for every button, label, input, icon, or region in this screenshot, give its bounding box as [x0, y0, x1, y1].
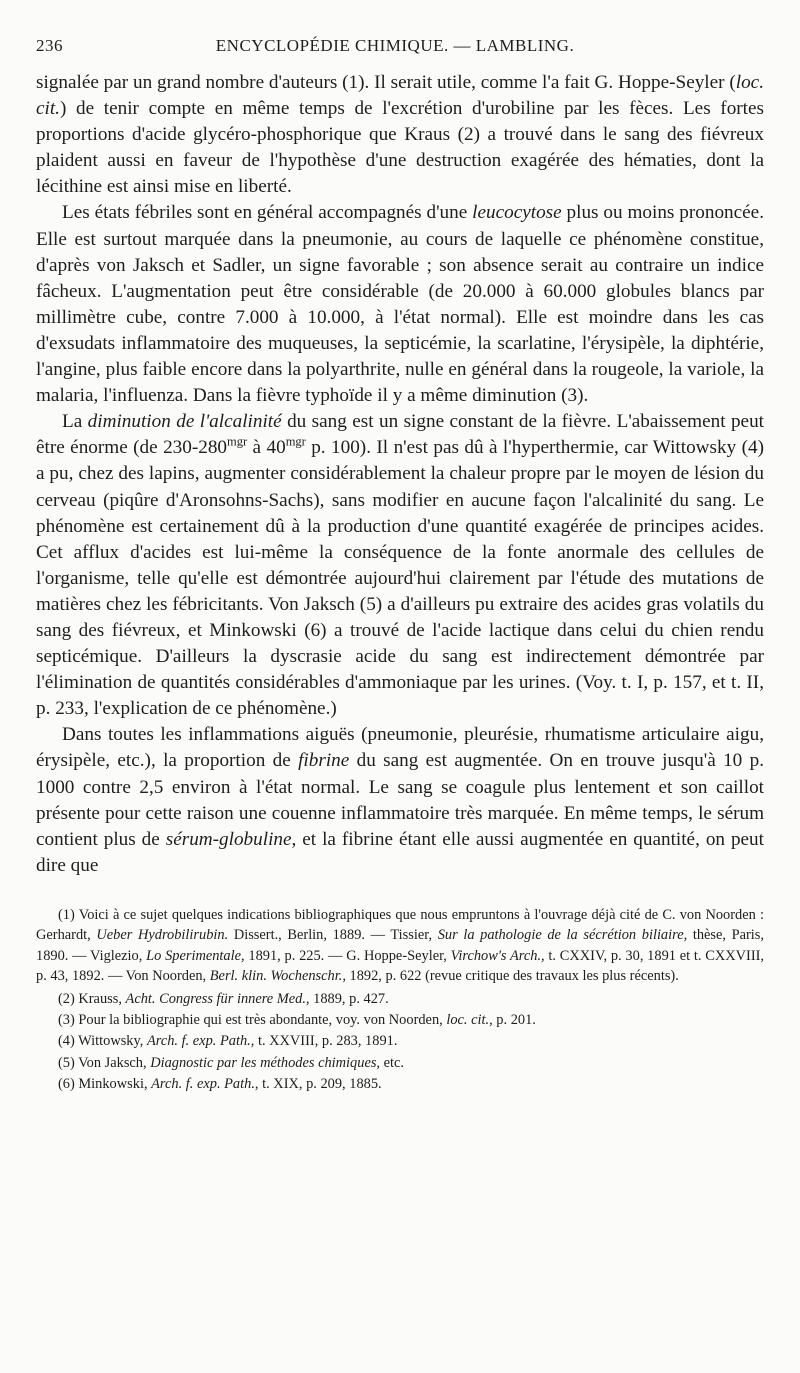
running-header [36, 36, 764, 62]
italic-text: Acht. Congress für innere Med., [125, 990, 310, 1007]
italic-text: Ueber Hydrobilirubin. [96, 927, 229, 944]
footnotes [36, 905, 764, 1095]
text-run: Dans toutes les inflammations aiguës (pneumonie, pleurésie, rhumatisme articulaire aigu, érysipèle, etc.), la proportion de [36, 724, 764, 772]
paragraph [36, 409, 764, 722]
text-run: thèse, Paris, 1890. — Viglezio, [36, 927, 764, 964]
text-run: (4) Wittowsky, [58, 1033, 147, 1050]
italic-text: Arch. f. exp. Path., [151, 1076, 259, 1093]
text-run: p. 100). Il n'est pas dû à l'hyperthermie, car Wittowsky (4) a pu, chez des lapins, augmenter considérablement la chaleur propre par le moyen de lésion du cerveau (piqûre d'Aronsohns-Sachs), sans modifier en aucune façon l'alcalinité du sang. Le phénomène est certainement dû à la production d'une quantité exagérée de principes acides. Cet afflux d'acides est lui-même la conséquence de la fonte anormale des cellules de l'organisme, telle qu'elle est démontrée aujourd'hui clairement par l'étude des mutations de matières chez les fébricitants. Von Jaksch (5) a d'ailleurs pu extraire des acides gras volatils du sang des fiévreux, et Minkowski (6) a trouvé de l'acide lactique dans celui du chien rendu septicémique. D'ailleurs la dyscrasie acide du sang est indirectement démontrée par l'élimination de quantités considérables d'ammoniaque par les urines. (Voy. t. I, p. 157, et t. II, p. 233, l'explication de ce phénomène.) [36, 437, 764, 720]
text-run: etc. [380, 1054, 404, 1071]
italic-text: Arch. f. exp. Path., [146, 1033, 255, 1050]
superscript-unit: mgr [285, 434, 306, 449]
text-run: (1) Voici à ce sujet quelques indications bibliographiques que nous empruntons à l'ouvrage déjà cité de C. von Noorden : Gerhardt, [36, 906, 764, 944]
text-run: à 40 [247, 437, 286, 459]
text-run: ) de tenir compte en même temps de l'excrétion d'urobiline par les fèces. Les fortes proportions d'acide glycéro-phosphorique que Kraus (2) a trouvé dans le sang des fiévreux plaident aussi en faveur de l'hypothèse d'une destruction exagérée des hématies, dont la lécithine est ainsi mise en liberté. [36, 98, 764, 198]
text-run: , et la fibrine étant elle aussi augmentée en quantité, on peut dire que [36, 828, 764, 876]
italic-text: Diagnostic par les méthodes chimiques, [150, 1054, 381, 1071]
footnote [36, 1074, 764, 1094]
main-text [36, 70, 764, 879]
italic-text: Sur la pathologie de la sécrétion biliaire, [437, 927, 688, 944]
text-run: (6) Minkowski, [58, 1076, 152, 1093]
text-run: t. XIX, p. 209, 1885. [258, 1076, 382, 1093]
text-run: Les états fébriles sont en général accompagnés d'une [62, 202, 473, 224]
paragraph [36, 722, 764, 879]
text-run: du sang est un signe constant de la fièvre. L'abaissement peut être énorme (de 230-280 [36, 411, 764, 459]
italic-text: Lo Sperimentale, [146, 947, 245, 964]
italic-text: Virchow's Arch., [450, 947, 545, 964]
text-run: t. XXVIII, p. 283, 1891. [254, 1033, 398, 1050]
text-run: signalée par un grand nombre d'auteurs (1). Il serait utile, comme l'a fait G. Hoppe-Seyler ( [36, 72, 736, 93]
text-run: (3) Pour la bibliographie qui est très abondante, voy. von Noorden, [58, 1011, 447, 1028]
text-run: 1892, p. 622 (revue critique des travaux les plus récents). [345, 968, 679, 985]
footnote [36, 905, 764, 987]
paragraph [36, 200, 764, 409]
text-run: plus ou moins prononcée. Elle est surtout marquée dans la pneumonie, au cours de laquelle ce phénomène constitue, d'après von Jaksch et Sadler, un signe favorable ; son absence serait au contraire un indice fâcheux. L'augmentation peut être considérable (de 20.000 à 60.000 globules blancs par millimètre cube, contre 7.000 à 10.000, à l'état normal). Elle est moindre dans les cas d'exsudats inflammatoire des muqueuses, la septicémie, la scarlatine, l'érysipèle, la diphtérie, l'angine, plus faible encore dans la polyarthrite, nulle en général dans la rougeole, la variole, la malaria, l'influenza. Dans la fièvre typhoïde il y a même diminution (3). [36, 202, 764, 407]
page-number: 236 [36, 36, 63, 55]
footnote [36, 1053, 764, 1073]
text-run: 1889, p. 427. [309, 990, 389, 1007]
italic-text: loc. cit., [446, 1011, 493, 1028]
italic-text: leucocytose [472, 202, 562, 224]
italic-text: loc. cit. [36, 72, 764, 120]
footnote [36, 989, 764, 1009]
italic-text: fibrine [298, 750, 350, 772]
footnote [36, 1031, 764, 1051]
footnote [36, 1010, 764, 1030]
running-title: ENCYCLOPÉDIE CHIMIQUE. — LAMBLING. [215, 36, 575, 55]
text-run: p. 201. [492, 1011, 536, 1028]
text-run: 1891, p. 225. — G. Hoppe-Seyler, [244, 947, 451, 964]
italic-text: sérum-globuline [165, 828, 292, 850]
italic-text: diminution de l'alcalinité [87, 411, 282, 433]
text-run: t. CXXIV, p. 30, 1891 et t. CXXVIII, p. 43, 1892. — Von Noorden, [36, 947, 764, 985]
paragraph [36, 70, 764, 200]
text-run: Dissert., Berlin, 1889. — Tissier, [228, 927, 438, 944]
italic-text: Berl. klin. Wochenschr., [209, 968, 346, 985]
text-run: du sang est augmentée. On en trouve jusqu'à 10 p. 1000 contre 2,5 environ à l'état normal. Le sang se coagule plus lentement et son caillot présente pour cette raison une couenne inflammatoire très marquée. En même temps, le sérum contient plus de [36, 750, 764, 850]
superscript-unit: mgr [227, 434, 248, 449]
text-run: (2) Krauss, [58, 990, 126, 1007]
text-run: (5) Von Jaksch, [58, 1054, 151, 1071]
text-run: La [62, 411, 88, 433]
